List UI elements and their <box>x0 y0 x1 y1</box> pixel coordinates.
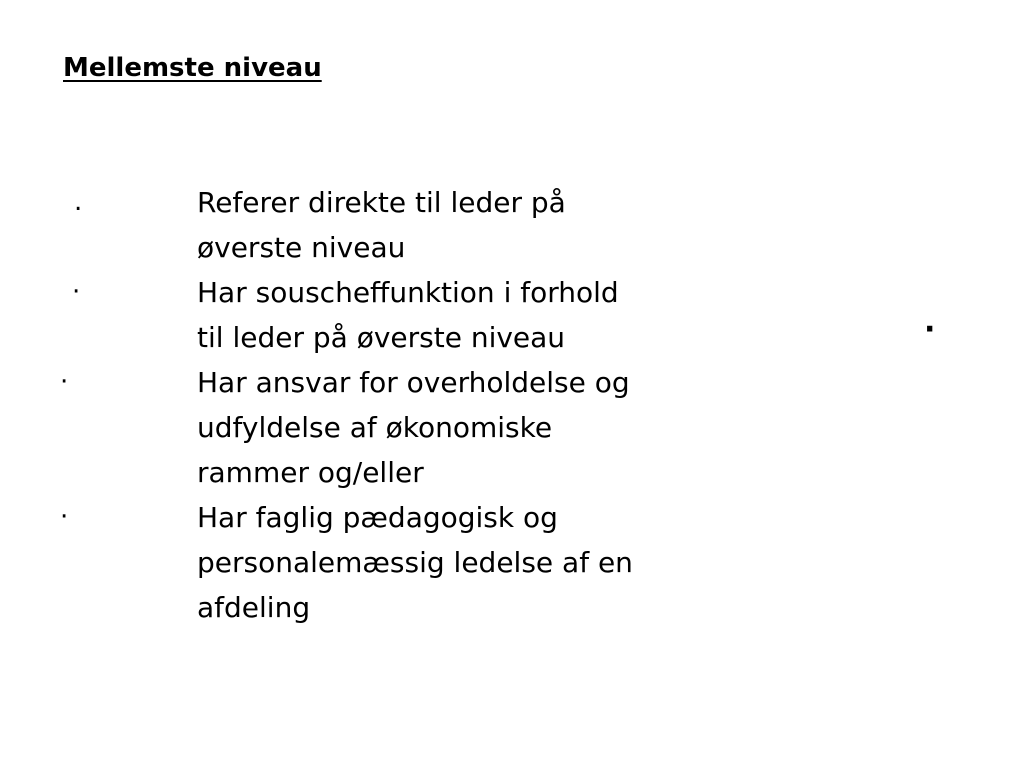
stray-dot: · <box>924 312 936 347</box>
bullet-item <box>0 360 1024 495</box>
bullet-line: Referer direkte til leder på <box>197 186 566 219</box>
bullet-item <box>0 180 1024 270</box>
bullet-line: rammer og/eller <box>197 456 424 489</box>
bullet-text <box>197 495 757 630</box>
bullet-text <box>197 270 757 360</box>
bullet-line: Har souscheffunktion i forhold <box>197 276 619 309</box>
bullet-marker: · <box>60 502 69 532</box>
bullet-line: øverste niveau <box>197 231 406 264</box>
bullet-list <box>0 180 1024 630</box>
bullet-marker: . <box>74 187 83 217</box>
slide-title: Mellemste niveau <box>63 53 322 83</box>
bullet-line: til leder på øverste niveau <box>197 321 566 354</box>
bullet-line: Har faglig pædagogisk og <box>197 501 558 534</box>
bullet-text <box>197 360 757 495</box>
bullet-item <box>0 495 1024 630</box>
bullet-line: Har ansvar for overholdelse og <box>197 366 630 399</box>
bullet-line: udfyldelse af økonomiske <box>197 411 553 444</box>
bullet-marker: · <box>60 367 69 397</box>
bullet-text <box>197 180 757 270</box>
bullet-item <box>0 270 1024 360</box>
bullet-line: personalemæssig ledelse af en <box>197 546 633 579</box>
bullet-line: afdeling <box>197 591 311 624</box>
bullet-marker: · <box>72 277 81 307</box>
